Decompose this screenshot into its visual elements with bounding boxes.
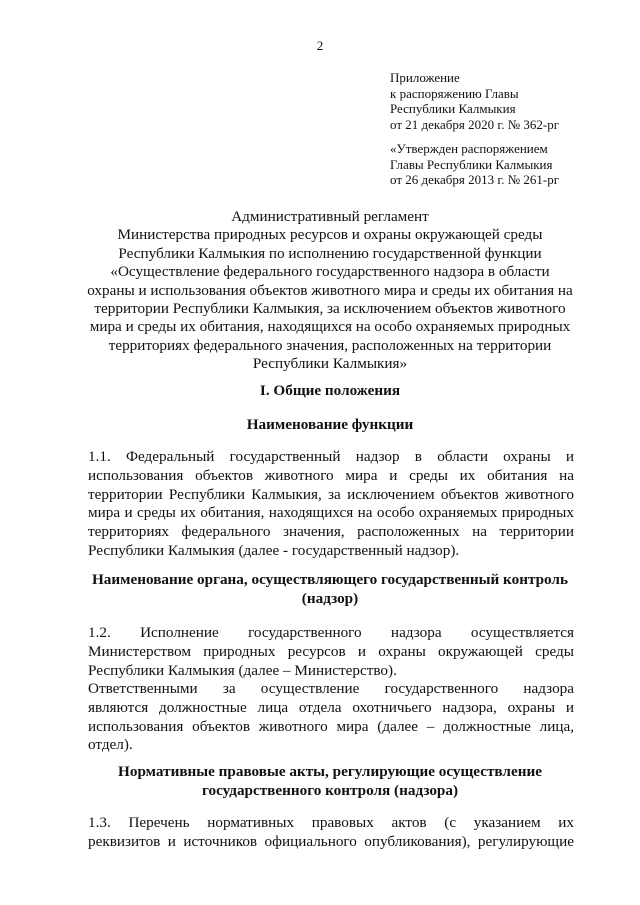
paragraph-line: территории Республики Калмыкия, за исключением объектов животного — [88, 485, 574, 503]
paragraph-line: 1.1. Федеральный государственный надзор в области охраны и — [88, 448, 574, 465]
approval-note: «Утвержден распоряжением Главы Республики Калмыкия от 26 декабря 2013 г. № 261-рг — [390, 141, 560, 188]
paragraph-officials — [88, 680, 574, 755]
paragraph-1-1 — [88, 448, 574, 561]
paragraph-line: использования объектов животного мира (далее – должностные лица, — [88, 717, 574, 735]
paragraph-line: реквизитов и источников официального опубликования), регулирующие — [88, 832, 574, 850]
paragraph-line: Министерством природных ресурсов и охраны окружающей среды — [88, 642, 574, 660]
paragraph-line: использования объектов животного мира и среды их обитания на — [88, 466, 574, 484]
subheading-function-name: Наименование функции — [246, 416, 414, 433]
paragraph-line: отдел). — [88, 736, 133, 754]
subheading-normative-acts: Нормативные правовые акты, регулирующие осуществление государственного контроля (надзора) — [118, 763, 542, 799]
document-title: Административный регламент Министерства природных ресурсов и охраны окружающей среды Республики Калмыкия по исполнению государственной функции «Осуществление федерального государственного надзора в области охраны и использования объектов животного мира и среды их обитания на территории Республики Калмыкия, за исключением объектов животного мира и среды их обитания, находящихся на особо охраняемых природных территориях федерального значения, расположенных на территории Республики Калмыкия» — [87, 208, 573, 373]
paragraph-line: 1.3. Перечень нормативных правовых актов (с указанием их — [88, 814, 574, 831]
paragraph-line: территориях федерального значения, расположенных на территории — [88, 523, 574, 541]
page-number: 2 — [316, 38, 324, 53]
paragraph-line: Республики Калмыкия (далее - государственный надзор). — [88, 541, 460, 559]
subheading-organ: Наименование органа, осуществляющего государственный контроль (надзор) — [91, 571, 568, 607]
paragraph-1-2 — [88, 624, 574, 680]
paragraph-line: мира и среды их обитания, находящихся на особо охраняемых природных — [88, 504, 574, 522]
paragraph-line: являются должностные лица отдела охотничьего надзора, охраны и — [88, 698, 574, 716]
paragraph-line: Ответственными за осуществление государственного надзора — [88, 680, 574, 697]
paragraph-line: Республики Калмыкия (далее – Министерство). — [88, 661, 397, 679]
appendix-note: Приложение к распоряжению Главы Республики Калмыкия от 21 декабря 2020 г. № 362-рг — [390, 70, 560, 132]
section-heading-general: I. Общие положения — [259, 382, 401, 399]
paragraph-1-3 — [88, 814, 574, 852]
paragraph-line: 1.2. Исполнение государственного надзора осуществляется — [88, 624, 574, 641]
